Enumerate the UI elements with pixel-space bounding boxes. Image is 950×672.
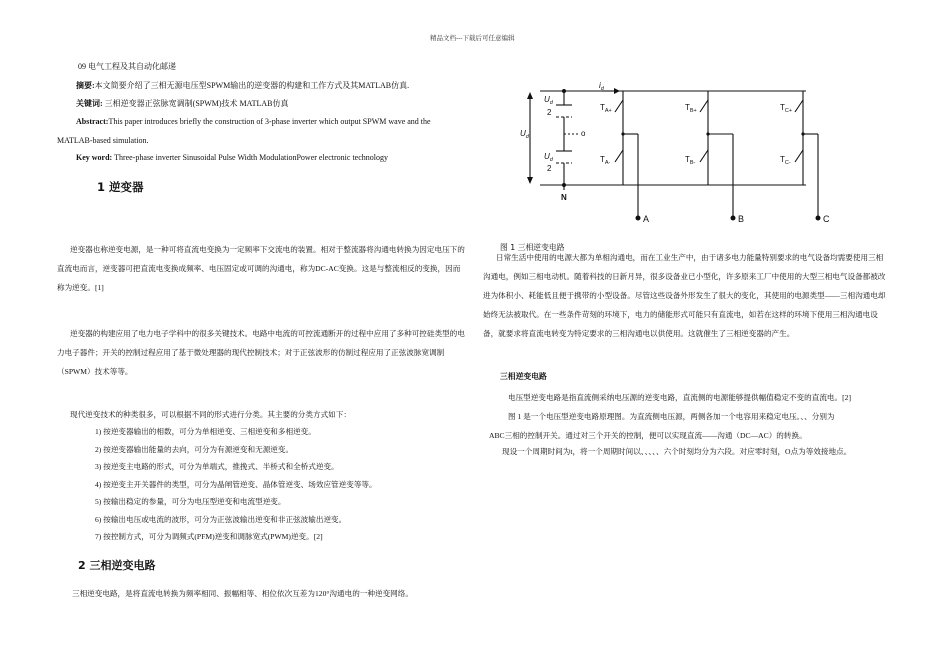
figure-caption: 图 1 三相逆变电路	[500, 243, 565, 252]
paragraph-three-phase-definition: 三相逆变电路，是将直流电转换为频率相同、振幅相等、相位依次互差为120°沟通电的一种逆变网络。	[72, 589, 413, 598]
paragraph-figure-explain-1: 图 1 是一个电压型逆变电路原理图。为直流侧电压源，两侧各加一个电容用来稳定电压。、、分别为	[508, 412, 835, 421]
abstract-en-text-1: This paper introduces briefly the construction of 3-phase inverter which output SPWM wave and the	[108, 117, 431, 126]
paragraph-period: 现设一个周期时间为t，将一个周期时间以、、、、、六个时刻均分为六段。对应零时刻，O点为等效接地点。	[502, 447, 852, 456]
ta-minus-label: $T_{A-}$	[600, 155, 611, 166]
category-line: 09 电气工程及其自动化邮递	[78, 62, 176, 71]
classification-list	[95, 423, 377, 546]
paragraph-inverter-definition: 逆变器也称逆变电源，是一种可将直流电变换为一定频率下交流电的装置。相对于整流器将沟通电转换为因定电压下的直流电而言，逆变器可把直流电变换成频率、电压固定或可调的沟通电，称为DC-AC变换。这是与整流相反的变换，因而称为逆变。[1]	[57, 245, 465, 292]
tc-minus-label: $T_{C-}$	[780, 155, 791, 166]
list-item: 5) 按输出稳定的参量，可分为电压型逆变和电流型逆变。	[95, 497, 286, 506]
keywords-en-label: Key word:	[76, 153, 113, 162]
list-item: 2) 按逆变器输出能量的去向，可分为有源逆变和无源逆变。	[95, 444, 294, 454]
two-label-top: 2	[547, 108, 552, 117]
abstract-cn-text: 本文简要介绍了三相无源电压型SPWM输出的逆变器的构建和工作方式及其MATLAB仿真.	[94, 81, 410, 90]
list-item: 7) 按控制方式，可分为调频式(PFM)逆变和调脉宽式(PWM)逆变。[2]	[95, 532, 323, 541]
abstract-en-text-2: MATLAB-based simulation.	[57, 136, 149, 145]
ud-half-label-bottom: $U_d$	[544, 152, 553, 163]
list-item: 6) 按输出电压或电流的波形，可分为正弦波输出逆变和非正弦波输出逆变。	[95, 514, 347, 524]
two-label-bottom: 2	[547, 164, 552, 173]
keywords-en-text: Three-phase inverter Sinusoidal Pulse Width ModulationPower electronic technology	[112, 153, 388, 162]
id-label: $i_d$	[599, 81, 604, 92]
abstract-en-label: Abstract:	[76, 117, 109, 126]
terminal-b-label: B	[738, 214, 745, 224]
header-note: 精品文档---下载后可任意编辑	[430, 35, 515, 42]
section-1-title: 1 逆变器	[97, 180, 144, 194]
paragraph-classification: 现代逆变技术的种类很多，可以根据不同的形式进行分类。其主要的分类方式如下：	[70, 410, 351, 419]
o-point-label: o	[581, 129, 586, 138]
section-2-title: 2 三相逆变电路	[78, 559, 156, 572]
abstract-cn-label: 摘要:	[76, 81, 95, 90]
keywords-cn	[76, 98, 288, 110]
abstract-en	[76, 116, 431, 128]
paragraph-voltage-type: 电压型逆变电路是指直流侧采纳电压源的逆变电路，直流侧的电源能够提供幅值稳定不变的直流电。[2]	[508, 393, 851, 402]
ud-label: $U_d$	[520, 129, 529, 140]
keywords-cn-label: 关键词:	[76, 99, 103, 108]
keywords-en	[76, 152, 388, 164]
paragraph-figure-explain-2: ABC三相的控制开关。通过对三个开关的控制，便可以实现直流——沟通（DC—AC）的转换。	[489, 431, 807, 440]
list-item: 1) 按逆变器输出的相数，可分为单相逆变、三相逆变和多相逆变。	[95, 427, 316, 436]
n-point-label: N	[561, 193, 567, 202]
ud-half-label-top: $U_d$	[544, 95, 553, 106]
terminal-c-label: C	[823, 214, 830, 224]
ta-plus-label: $T_{A+}$	[600, 103, 612, 114]
abstract-cn	[76, 80, 409, 92]
paragraph-inverter-construction: 逆变器的构建应用了电力电子学科中的很多关键技术。电路中电流的可控流通断开的过程中应用了多种可控硅类型的电力电子器件；开关的控制过程应用了基于微处理器的现代控制技术；对于正弦波形的仿制过程应用了正弦波脉宽调制（SPWM）技术等等。	[57, 329, 465, 376]
list-item: 3) 按逆变主电路的形式，可分为单端式，推挽式、半桥式和全桥式逆变。	[95, 462, 339, 471]
tb-plus-label: $T_{B+}$	[685, 103, 697, 114]
three-phase-inverter-circuit	[520, 78, 860, 238]
terminal-a-label: A	[643, 214, 650, 224]
keywords-cn-text: 三相逆变器正弦脉宽调制(SPWM)技术 MATLAB仿真	[102, 99, 289, 108]
paragraph-three-phase-need: 日常生活中使用的电源大都为单相沟通电，而在工业生产中，由于诸多电力能量特别要求的电气设备均需要使用三相沟通电，例如三相电动机。随着科技的日新月异，很多设备业已小型化，许多原来工厂中使用的大型三相电气设备都被改进为体积小、耗能低且便于携带的小型设备。尽管这些设备外形发生了很大的变化，其使用的电源类型——三相沟通电却始终无法被取代。在一些条件苛刻的环境下，电力的储能形式可能只有直流电，如若在这样的环境下使用三相沟通电设备，就要求将直流电转变为特定要求的三相沟通电以供使用。这就催生了三相逆变器的产生。	[483, 253, 886, 338]
tb-minus-label: $T_{B-}$	[685, 155, 696, 166]
tc-plus-label: $T_{C+}$	[780, 103, 793, 114]
list-item: 4) 按逆变主开关器件的类型，可分为晶闸管逆变、晶体管逆变、场效应管逆变等等。	[95, 479, 377, 489]
subsection-title: 三相逆变电路	[500, 372, 547, 381]
